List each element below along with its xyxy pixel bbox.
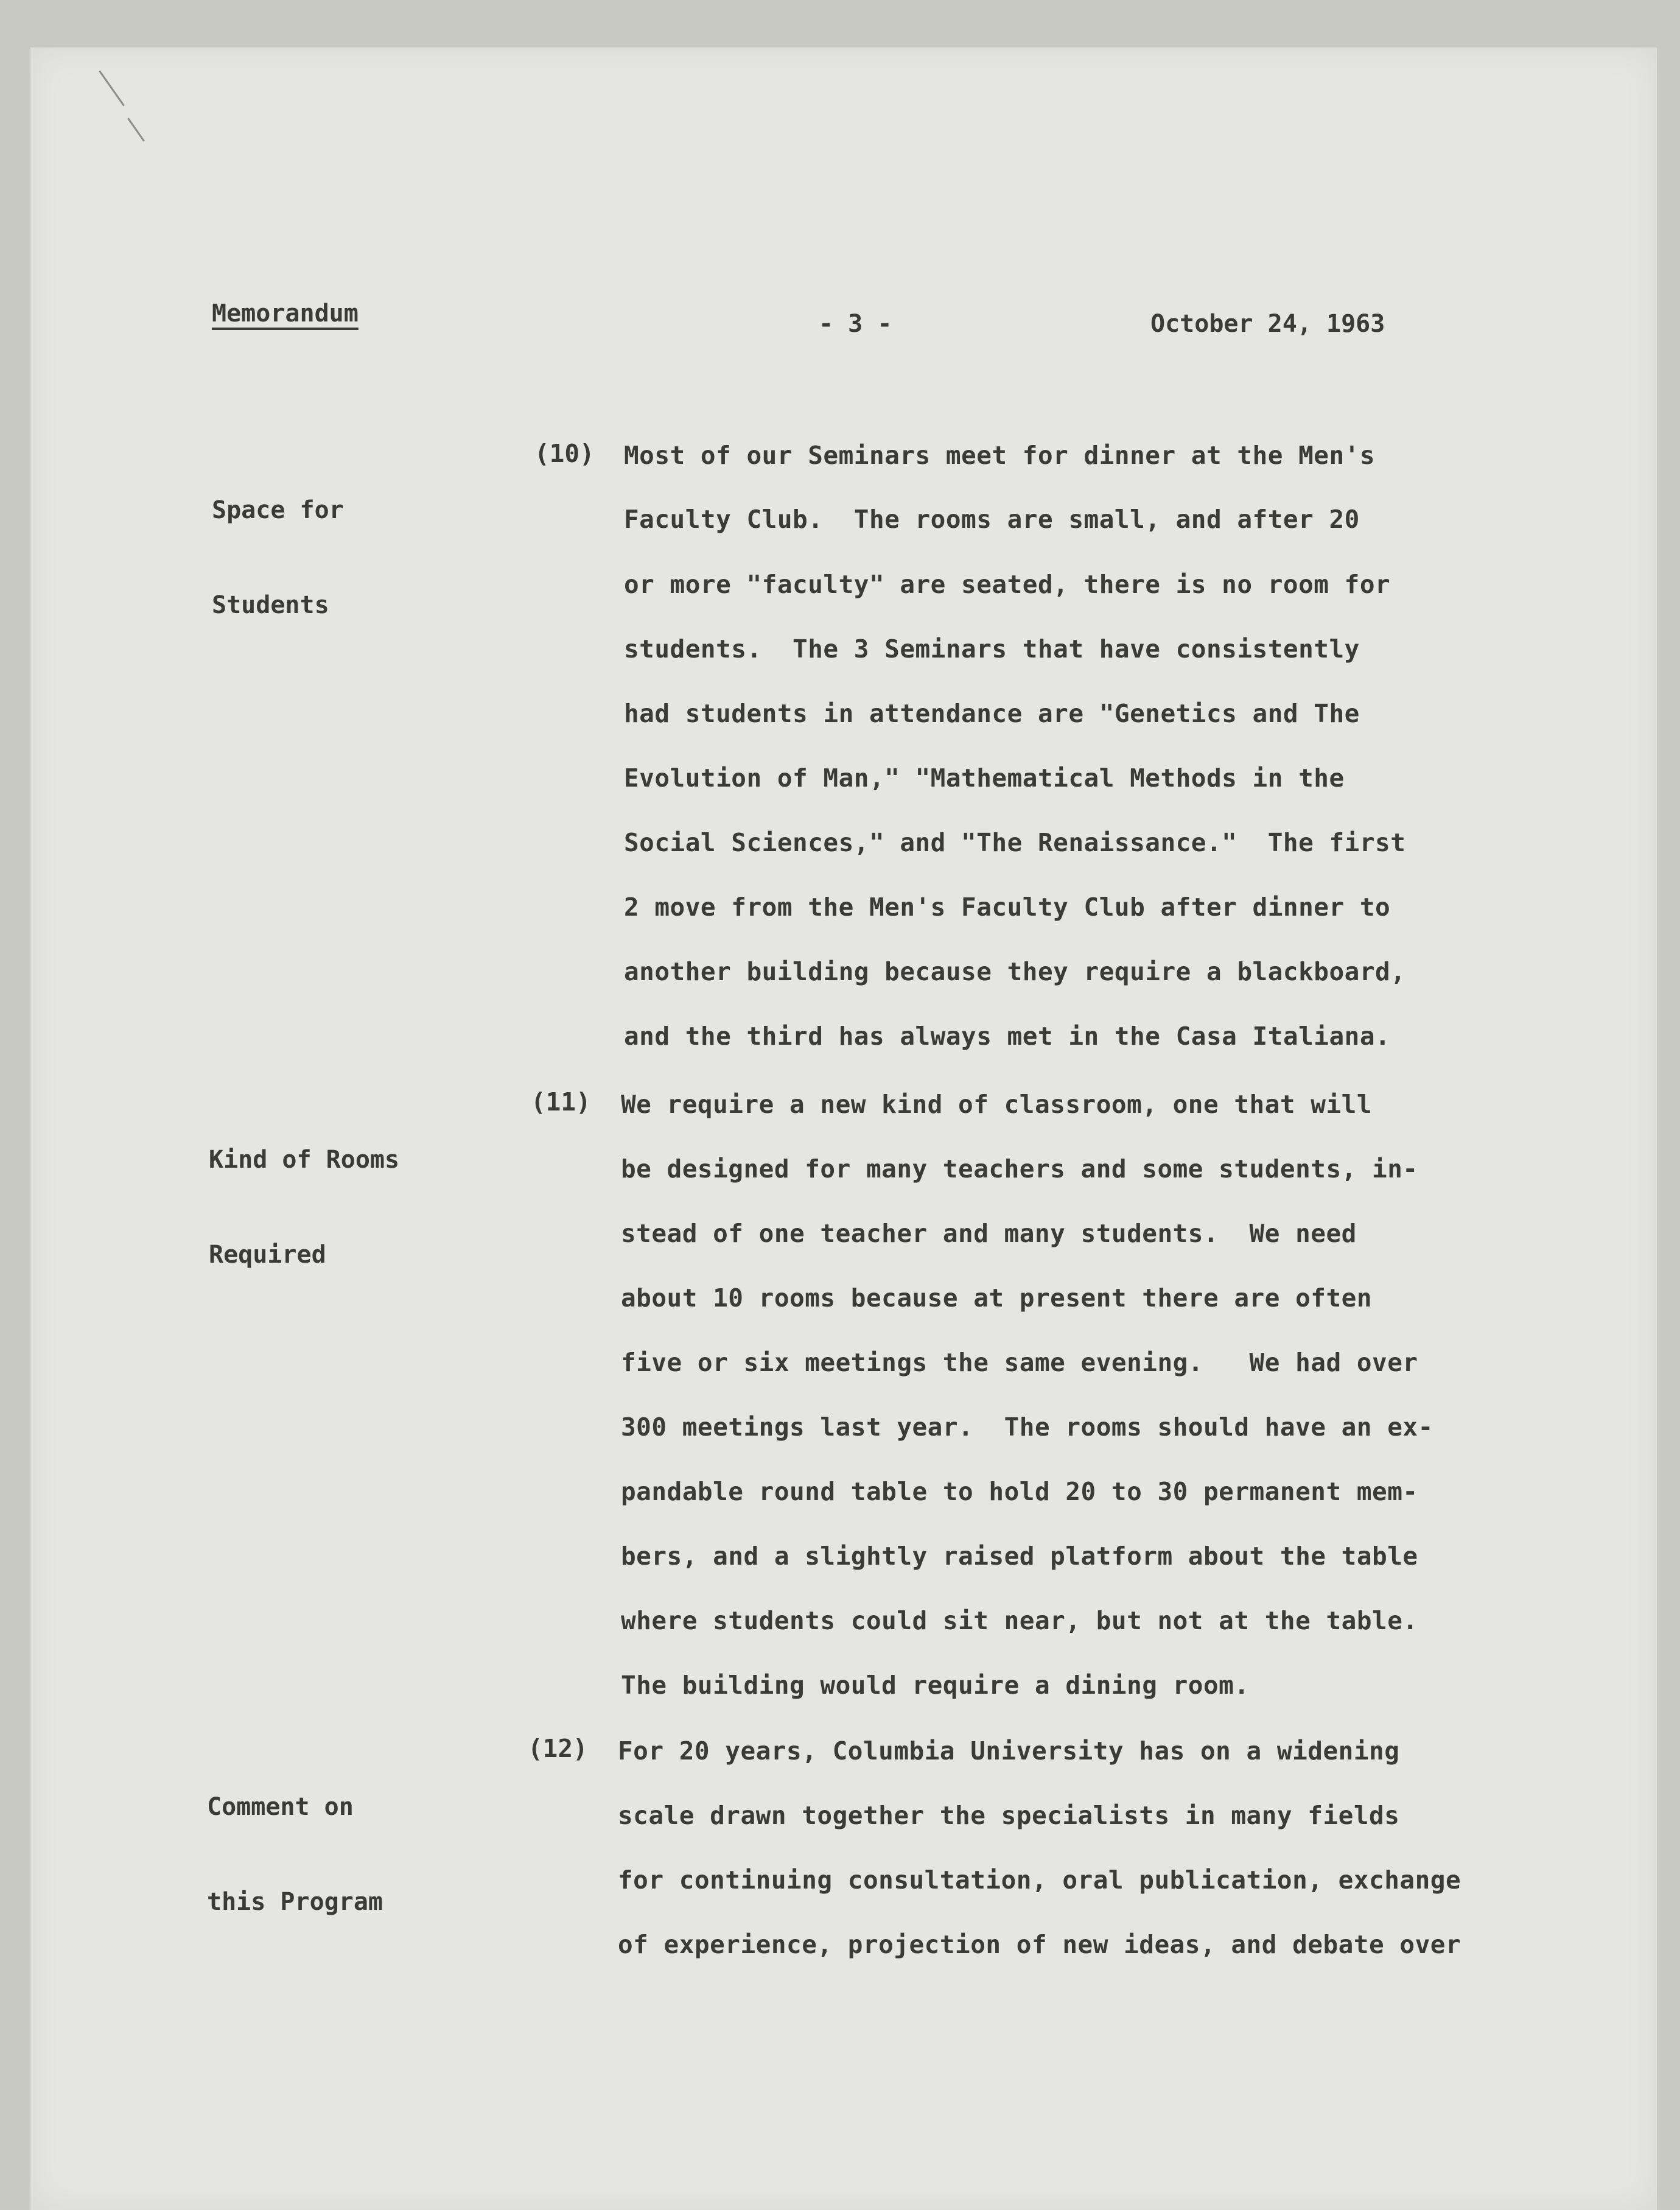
body-line: where students could sit near, but not at the table. (621, 1606, 1418, 1635)
body-line: For 20 years, Columbia University has on a widening (618, 1736, 1400, 1766)
body-line: for continuing consultation, oral publication, exchange (618, 1865, 1461, 1895)
body-line: bers, and a slightly raised platform about the table (621, 1542, 1418, 1571)
body-line: or more "faculty" are seated, there is no room for (624, 570, 1391, 599)
body-line: be designed for many teachers and some students, in- (621, 1154, 1418, 1184)
body-line: scale drawn together the specialists in many fields (618, 1801, 1400, 1830)
body-line: and the third has always met in the Casa Italiana. (624, 1022, 1391, 1051)
body-line: 2 move from the Men's Faculty Club after dinner to (624, 893, 1391, 922)
side-label-comment-on-program (207, 1728, 383, 1949)
body-line: had students in attendance are "Genetics and The (624, 699, 1360, 728)
side-label-line: Required (209, 1241, 326, 1269)
body-line: another building because they require a blackboard, (624, 957, 1406, 986)
body-line: 300 meetings last year. The rooms should have an ex- (621, 1412, 1433, 1442)
side-label-line: Students (212, 591, 329, 619)
body-line: Most of our Seminars meet for dinner at the Men's (624, 441, 1376, 470)
body-line: We require a new kind of classroom, one that will (621, 1090, 1373, 1119)
section-number: (10) (534, 439, 595, 468)
body-line: Social Sciences," and "The Renaissance." The first (624, 828, 1406, 857)
body-line: stead of one teacher and many students. We need (621, 1219, 1357, 1248)
side-label-space-for-students (212, 431, 344, 653)
body-line: Faculty Club. The rooms are small, and after 20 (624, 505, 1360, 534)
side-label-line: this Program (207, 1888, 383, 1916)
side-label-kind-of-rooms (209, 1081, 399, 1302)
body-line: Evolution of Man," "Mathematical Methods in the (624, 763, 1345, 793)
body-line: of experience, projection of new ideas, and debate over (618, 1930, 1461, 1959)
section-number: (11) (531, 1087, 591, 1117)
memo-date: October 24, 1963 (1150, 310, 1385, 338)
memo-heading: Memorandum (212, 300, 359, 328)
body-line: five or six meetings the same evening. We had over (621, 1348, 1418, 1377)
page-number: - 3 - (819, 310, 892, 338)
side-label-line: Kind of Rooms (209, 1146, 400, 1174)
side-label-line: Comment on (207, 1793, 354, 1821)
body-line: students. The 3 Seminars that have consistently (624, 634, 1360, 664)
section-number: (12) (528, 1734, 588, 1763)
body-line: pandable round table to hold 20 to 30 permanent mem- (621, 1477, 1418, 1506)
body-line: about 10 rooms because at present there are often (621, 1283, 1373, 1313)
side-label-line: Space for (212, 496, 344, 524)
body-line: The building would require a dining room. (621, 1671, 1250, 1700)
